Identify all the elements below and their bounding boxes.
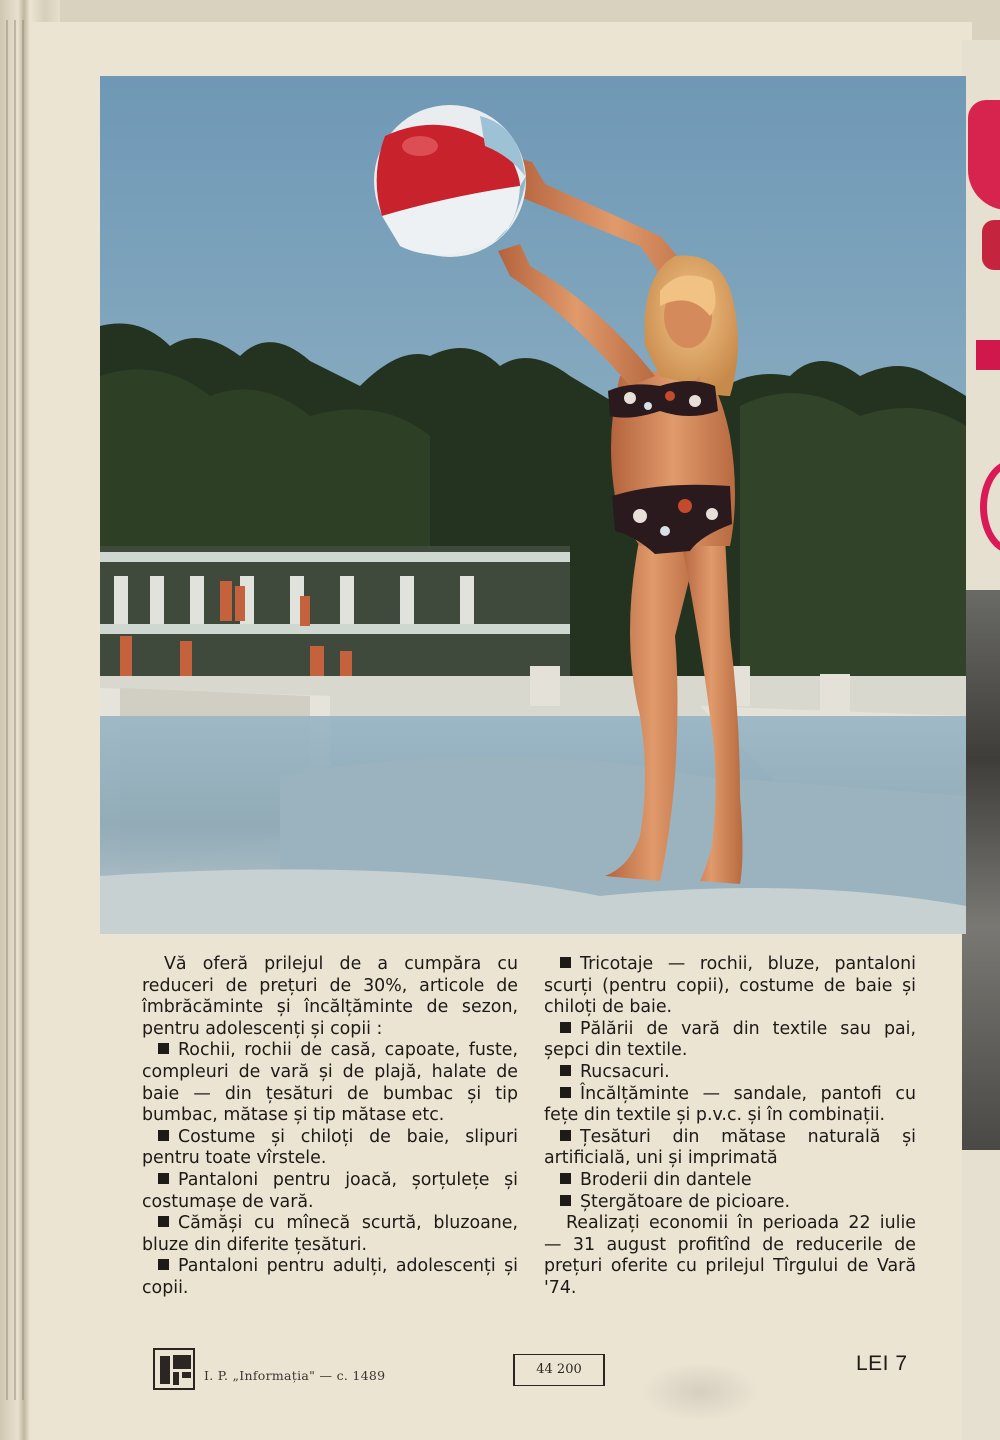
bullet-square-icon xyxy=(158,1043,169,1054)
list-item: Costume și chiloți de baie, slipuri pentru toate vîrstele. xyxy=(142,1126,518,1169)
page-footer xyxy=(0,1348,1000,1398)
photo-woman-with-beach-ball-icon xyxy=(100,76,966,934)
bullet-square-icon xyxy=(158,1130,169,1141)
list-item: Rucsacuri. xyxy=(544,1062,916,1084)
text-column-right xyxy=(544,954,916,1300)
list-item: Încălțăminte — sandale, pantofi cu fețe din textile și p.v.c. și în combinații. xyxy=(544,1083,916,1126)
text-column-left xyxy=(142,954,518,1300)
bullet-square-icon xyxy=(560,1130,571,1141)
list-item: Rochii, rochii de casă, capoate, fuste, compleuri de vară și de plajă, halate de baie — din țesături de bumbac și tip bumbac, mătase și tip mătase etc. xyxy=(142,1040,518,1126)
list-item: Tricotaje — rochii, bluze, pantaloni scurți (pentru copii), costume de baie și chiloți de baie. xyxy=(544,954,916,1018)
list-item: Țesături din mătase naturală și artificială, uni și imprimată xyxy=(544,1126,916,1169)
list-item: Pantaloni pentru joacă, șorțulețe și costumașe de vară. xyxy=(142,1169,518,1212)
list-item: Pantaloni pentru adulți, adolescenți și copii. xyxy=(142,1256,518,1298)
catalog-code: 44 200 xyxy=(513,1354,605,1386)
neighbor-page-edge xyxy=(962,40,1000,1440)
list-item: Cămăși cu mînecă scurtă, bluzoane, bluze din diferite țesături. xyxy=(142,1213,518,1255)
list-item: Pălării de vară din textile sau pai, șepci din textile. xyxy=(544,1018,916,1061)
intro-paragraph: Vă oferă prilejul de a cumpăra cu reduceri de prețuri de 30%, articole de îmbrăcăminte și încălțăminte de sezon, pentru adolescenți și copii : xyxy=(142,954,518,1039)
bullet-square-icon xyxy=(560,1195,571,1206)
bullet-square-icon xyxy=(560,1173,571,1184)
list-item: Broderii din dantele xyxy=(544,1170,916,1192)
closing-paragraph: Realizați economii în perioada 22 iulie — 31 august profitînd de reducerile de prețuri oferite cu prilejul Tîrgului de Vară '74. xyxy=(544,1213,916,1298)
bullet-square-icon xyxy=(158,1216,169,1227)
bullet-square-icon xyxy=(560,1022,571,1033)
bullet-square-icon xyxy=(560,957,571,968)
bullet-square-icon xyxy=(560,1065,571,1076)
printer-logo-icon xyxy=(153,1348,195,1390)
list-item: Ștergătoare de picioare. xyxy=(544,1192,916,1214)
cover-photo xyxy=(100,76,966,934)
price-label: LEI 7 xyxy=(856,1352,908,1375)
printer-credit: I. P. „Informația" — c. 1489 xyxy=(204,1368,386,1383)
bullet-square-icon xyxy=(158,1259,169,1270)
bullet-square-icon xyxy=(158,1173,169,1184)
bullet-square-icon xyxy=(560,1087,571,1098)
faded-stamp-icon xyxy=(640,1362,760,1422)
